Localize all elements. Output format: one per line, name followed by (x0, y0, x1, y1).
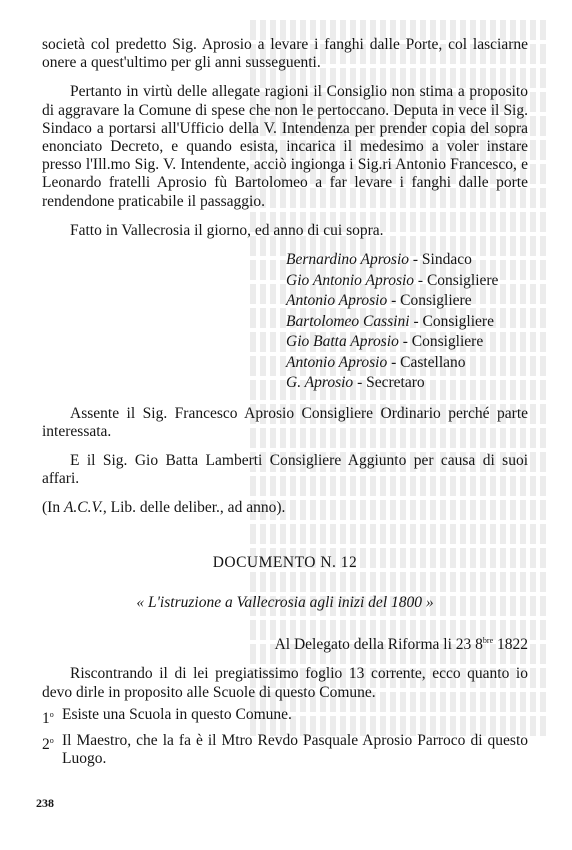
document-subtitle: « L'istruzione a Vallecrosia agli inizi del 1800 » (136, 593, 434, 611)
signature-line (286, 373, 528, 394)
signatory-role: - Consigliere (387, 292, 472, 310)
signature-list (286, 250, 528, 394)
citation-rest: , Lib. delle deliber., ad anno). (102, 499, 286, 517)
signature-line (286, 353, 528, 374)
document-heading: DOCUMENTO N. 12 (212, 553, 358, 571)
dateline-year: 1822 (493, 636, 528, 654)
signature-line (286, 312, 528, 333)
source-citation (42, 499, 528, 517)
signatory-name: Antonio Aprosio (286, 292, 388, 310)
signature-line (286, 291, 528, 312)
paragraph-letter-opening: Riscontrando il di lei pregiatissimo foglio 13 corrente, ecco quanto io devo dirle in proposito alle Scuole di questo Comune. (42, 665, 528, 701)
signatory-role: - Consigliere (398, 333, 484, 351)
signatory-name: Gio Antonio Aprosio (286, 271, 415, 289)
page-body (42, 36, 528, 768)
signatory-role: - Castellano (387, 353, 466, 371)
signatory-role: - Consigliere (414, 271, 499, 289)
item-text: Esiste una Scuola in questo Comune. (62, 705, 292, 723)
citation-open: (In (42, 499, 64, 517)
dateline-text: Al Delegato della Riforma li 23 8 (274, 636, 483, 654)
letter-dateline (42, 632, 528, 654)
signatory-name: Antonio Aprosio (286, 353, 388, 371)
paragraph-lamberti-note: E il Sig. Gio Batta Lamberti Consigliere Aggiunto per causa di suoi affari. (42, 451, 528, 488)
signatory-name: G. Aprosio (286, 374, 354, 392)
signatory-name: Bernardino Aprosio (286, 251, 410, 269)
paragraph-council-decision: Pertanto in virtù delle allegate ragioni il Consiglio non stima a proposito di aggravare la Comune di spese che non le pertoccano. Deputa in vece il Sig. Sindaco a portarsi all'Ufficio della V. Intendenza per prender copia del sopra enonciato Decreto, e quando esista, incarica il medesimo a voler instare presso l'Ill.mo Sig. V. Intendente, acciò ingionga i Sig.ri Antonio Francesco, e Leonardo fratelli Aprosio fù Bartolomeo a far levare i fanghi dalle porte rendendone praticabile il passaggio. (42, 83, 528, 210)
signatory-role: - Sindaco (409, 251, 472, 269)
list-item (42, 732, 528, 768)
paragraph-absent-note: Assente il Sig. Francesco Aprosio Consigliere Ordinario perché parte interessata. (42, 404, 528, 440)
list-item (42, 706, 528, 728)
signature-line (286, 250, 528, 271)
item-number: 1$^o$ (42, 709, 54, 727)
signatory-role: - Secretaro (353, 374, 425, 392)
paragraph-continuation: società col predetto Sig. Aprosio a levare i fanghi dalle Porte, col lasciarne onere a quest'ultimo per gli anni susseguenti. (42, 36, 528, 72)
dateline-month-sup: bre (482, 635, 494, 645)
paragraph-closing: Fatto in Vallecrosia il giorno, ed anno di cui sopra. (70, 221, 384, 239)
item-number: 2$^o$ (42, 736, 54, 754)
signatory-role: - Consigliere (409, 312, 494, 330)
item-text: Il Maestro, che la fa è il Mtro Revdo Pasquale Aprosio Parroco di questo Luogo. (62, 732, 528, 768)
signature-line (286, 332, 528, 353)
citation-archive: A.C.V. (63, 499, 103, 517)
signature-line (286, 271, 528, 292)
page-number: 238 (36, 796, 54, 810)
signatory-name: Gio Batta Aprosio (286, 333, 399, 351)
signatory-name: Bartolomeo Cassini (286, 312, 410, 330)
